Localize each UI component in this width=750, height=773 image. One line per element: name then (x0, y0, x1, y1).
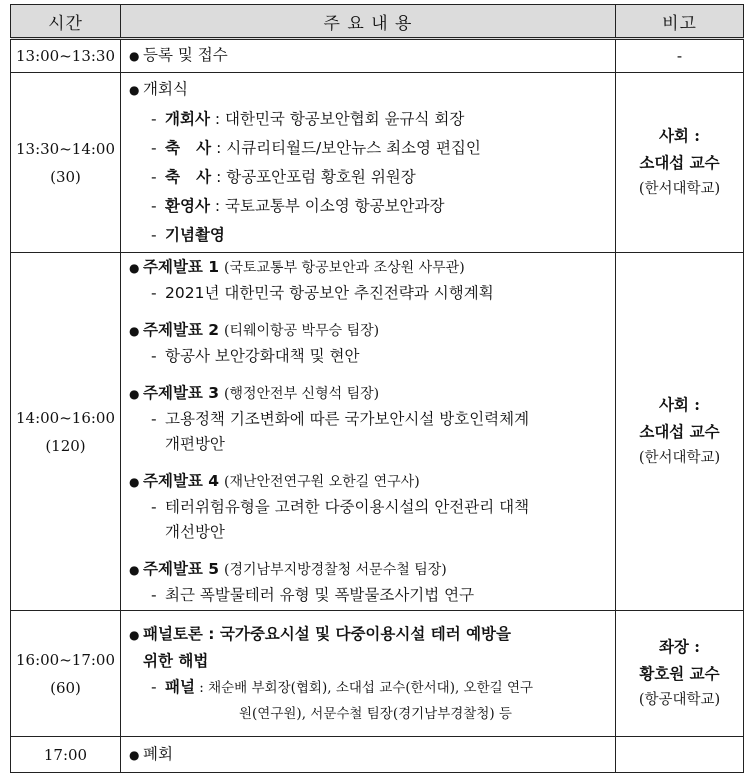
time-cell: 16:00~17:00 (60) (11, 611, 121, 737)
note-cell: 사회 : 소대섭 교수 (한서대학교) (616, 253, 744, 611)
header-content: 주 요 내 용 (121, 5, 616, 39)
header-time: 시간 (11, 5, 121, 39)
talk-item: ● 주제발표 4 (재난안전연구원 오한길 연구사) (129, 469, 607, 495)
content-cell: ● 주제발표 1 (국토교통부 항공보안과 조상원 사무관) - 2021년 대한민국 항공보안 추진전략과 시행계획 ● 주제발표 2 (티웨이항공 박무승 팀장) - 항공사 보안강화대책 및 현안 ● 주제발표 3 (행정안전부 신형석 팀장) - 고용정책 기조변화에 따른 국가보안시설 방호인력체계 개편방안 ● 주제발표 4 (재난안전연구원 오한길 연구사) - 테러위험유형을 고려한 다중이용시설의 안전관리 대책 개선방안 ● 주제발표 5 (경기남부지방경찰청 서문수철 팀장) - 최근 폭발물테러 유형 및 폭발물조사기법 연구 (121, 253, 616, 611)
bullet-icon: ● (129, 747, 140, 762)
time-cell: 14:00~16:00 (120) (11, 253, 121, 611)
bullet-icon: ● (129, 324, 140, 338)
section-title: 개회식 (143, 80, 188, 98)
time-cell: 13:00~13:30 (11, 39, 121, 73)
bullet-icon: ● (129, 627, 140, 642)
row-opening (11, 73, 744, 253)
bullet-icon: ● (129, 475, 140, 489)
panel-members: - 패널 : 채순배 부회장(협회), 소대섭 교수(한서대), 오한길 연구 (151, 677, 534, 696)
time-cell: 17:00 (11, 737, 121, 773)
list-item: - 축 사 : 시큐리티월드/보안뉴스 최소영 편집인 (151, 139, 481, 157)
row-panel (11, 611, 744, 737)
content-cell: ● 패널토론 : 국가중요시설 및 다중이용시설 테러 예방을 위한 해법 - 패널 : 채순배 부회장(협회), 소대섭 교수(한서대), 오한길 연구 원(연구원), 서문수철 팀장(경기남부경찰청) 등 (121, 611, 616, 737)
header-note: 비고 (616, 5, 744, 39)
content-cell (121, 73, 616, 253)
bullet-icon: ● (129, 49, 140, 63)
row-talks (11, 253, 744, 611)
content-cell: ● 등록 및 접수 (121, 39, 616, 73)
talk-item: ● 주제발표 5 (경기남부지방경찰청 서문수철 팀장) (129, 557, 607, 583)
talk-item: ● 주제발표 2 (티웨이항공 박무승 팀장) (129, 318, 607, 344)
list-item: - 기념촬영 (151, 226, 225, 244)
bullet-icon: ● (129, 261, 140, 275)
note-cell: 좌장 : 황호원 교수 (항공대학교) (616, 611, 744, 737)
schedule-table (10, 4, 744, 773)
note-cell: - (616, 39, 744, 73)
list-item: - 개회사 : 대한민국 항공보안협회 윤규식 회장 (151, 110, 465, 128)
row-closing (11, 737, 744, 773)
list-item: - 축 사 : 항공포안포럼 황호원 위원장 (151, 168, 416, 186)
talk-item: ● 주제발표 3 (행정안전부 신형석 팀장) (129, 381, 607, 407)
note-cell: 사회 : 소대섭 교수 (한서대학교) (616, 73, 744, 253)
bullet-icon: ● (129, 387, 140, 401)
content-cell: ● 폐회 (121, 737, 616, 773)
panel-title: ● 패널토론 : 국가중요시설 및 다중이용시설 테러 예방을 (129, 621, 607, 648)
row-registration (11, 39, 744, 73)
note-cell (616, 737, 744, 773)
header-row (11, 5, 744, 39)
time-cell: 13:30~14:00 (30) (11, 73, 121, 253)
bullet-icon: ● (129, 83, 140, 97)
list-item: - 환영사 : 국토교통부 이소영 항공보안과장 (151, 197, 445, 215)
bullet-icon: ● (129, 563, 140, 577)
talk-item: ● 주제발표 1 (국토교통부 항공보안과 조상원 사무관) (129, 255, 607, 281)
